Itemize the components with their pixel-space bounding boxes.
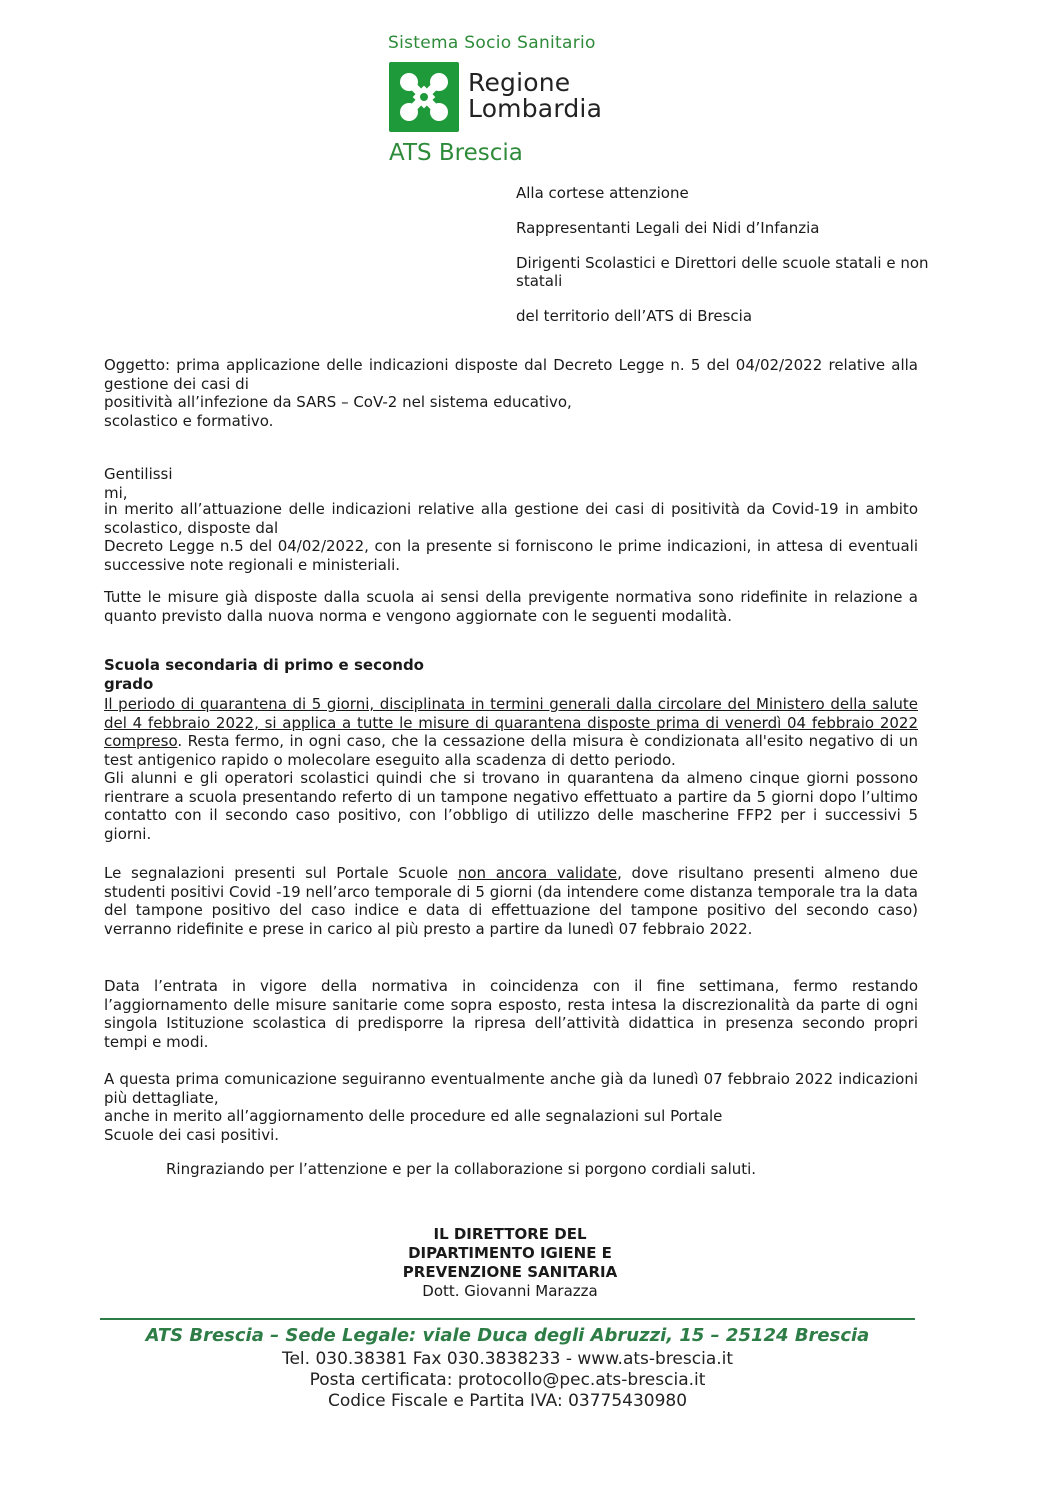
footer-pec: Posta certificata: protocollo@pec.ats-brescia.it (309, 1370, 706, 1390)
paragraph-text-rest: . Resta fermo, in ogni caso, che la cessazione della misura è condizionata all'esito negativo di un test antigenico rapido o molecolare eseguito alla scadenza di detto periodo. (104, 732, 918, 769)
salutation: Gentilissimi, (104, 465, 173, 502)
subject-line-2: positività all’infezione da SARS – CoV-2 nel sistema educativo, (104, 393, 572, 411)
subject-block (104, 356, 918, 430)
recipient-line: Rappresentanti Legali dei Nidi d’Infanzia (516, 219, 820, 237)
paragraph-text: Tutte le misure già disposte dalla scuola ai sensi della previgente normativa sono ridefinite in relazione a quanto previsto dalla nuova norma e vengono aggiornate con le seguenti modalità. (104, 588, 918, 625)
paragraph-line: in merito all’attuazione delle indicazioni relative alla gestione dei casi di positività da Covid-19 in ambito scolastico, disposte dal (104, 500, 918, 537)
underlined-text: Il periodo di quarantena di 5 giorni, disciplinata in termini generali dalla circolare del Ministero della salute del 4 febbraio 2022, si applica a tutte le misure di quarantena disposte prima di venerdì 04 febbraio 2022 compreso (104, 695, 918, 750)
paragraph-quarantine (104, 695, 918, 843)
region-name (468, 70, 602, 122)
paragraph-text: Data l’entrata in vigore della normativa in coincidenza con il fine settimana, fermo restando l’aggiornamento delle misure sanitarie come sopra esposto, resta intesa la discrezionalità da parte di ogni singola Istituzione scolastica di predisporre la ripresa dell’attività didattica in presenza secondo propri tempi e modi. (104, 977, 918, 1051)
paragraph-text: Gli alunni e gli operatori scolastici quindi che si trovano in quarantena da almeno cinque giorni possono rientrare a scuola presentando referto di un tampone negativo effettuato a partire da 5 giorni dopo l’ultimo contatto con il secondo caso positivo, con l’obbligo di utilizzo delle mascherine FFP2 per i successivi 5 giorni. (104, 769, 918, 843)
underlined-text: non ancora validate (457, 864, 618, 882)
paragraph-line: Scuole dei casi positivi. (104, 1125, 280, 1144)
system-label: Sistema Socio Sanitario (388, 33, 596, 53)
paragraph-discretion (104, 977, 918, 1051)
footer-contacts: Tel. 030.38381 Fax 030.3838233 - www.ats-brescia.it (281, 1349, 734, 1369)
paragraph-measures (104, 588, 918, 625)
footer-tax-id: Codice Fiscale e Partita IVA: 03775430980 (327, 1391, 688, 1411)
paragraph-line: Decreto Legge n.5 del 04/02/2022, con la presente si forniscono le prime indicazioni, in attesa di eventuali successive note regionali e ministeriali. (104, 537, 918, 574)
paragraph-text-after: , dove risultano presenti almeno due studenti positivi Covid -19 nell’arco temporale di 5 giorni (da intendere come distanza temporale tra la data del tampone positivo del caso indice e data di effettuazione del tampone positivo del secondo caso) verranno ridefinite e prese in carico al più presto a partire da lunedì 07 febbraio 2022. (104, 864, 919, 938)
section-heading: Scuola secondaria di primo e secondo grado (104, 656, 424, 693)
paragraph-line: A questa prima comunicazione seguiranno eventualmente anche già da lunedì 07 febbraio 2022 indicazioni più dettagliate, (104, 1070, 918, 1107)
footer (100, 1325, 915, 1412)
closing-line: Ringraziando per l’attenzione e per la collaborazione si porgono cordiali saluti. (166, 1160, 757, 1178)
recipient-line: Alla cortese attenzione (516, 184, 689, 202)
region-line-1: Regione (468, 68, 571, 97)
recipients-block (516, 184, 936, 342)
regione-lombardia-logo-icon (389, 62, 459, 132)
signature-title-line: IL DIRETTORE DEL (433, 1225, 587, 1243)
signatory-name: Dott. Giovanni Marazza (422, 1282, 598, 1300)
paragraph-text (104, 864, 918, 938)
paragraph-reports (104, 864, 918, 938)
recipient-line: del territorio dell’ATS di Brescia (516, 307, 753, 325)
footer-divider (100, 1318, 915, 1320)
paragraph-text (104, 695, 918, 769)
signature-title-line: DIPARTIMENTO IGIENE E (408, 1244, 612, 1262)
footer-address: ATS Brescia – Sede Legale: viale Duca degli Abruzzi, 15 – 25124 Brescia (145, 1325, 870, 1346)
paragraph-line: anche in merito all’aggiornamento delle procedure ed alle segnalazioni sul Portale (104, 1107, 723, 1125)
signature-block (380, 1225, 640, 1301)
subject-line-1: Oggetto: prima applicazione delle indicazioni disposte dal Decreto Legge n. 5 del 04/02/2022 relative alla gestione dei casi di (104, 356, 918, 393)
recipient-line: Dirigenti Scolastici e Direttori delle scuole statali e non statali (516, 254, 929, 290)
region-line-2: Lombardia (468, 94, 603, 123)
paragraph-followup (104, 1070, 918, 1144)
paragraph-text-before: Le segnalazioni presenti sul Portale Scuole (104, 864, 458, 882)
subject-line-3: scolastico e formativo. (104, 411, 274, 430)
paragraph-intro (104, 500, 918, 574)
signature-title-line: PREVENZIONE SANITARIA (402, 1263, 618, 1281)
agency-name: ATS Brescia (389, 140, 523, 166)
